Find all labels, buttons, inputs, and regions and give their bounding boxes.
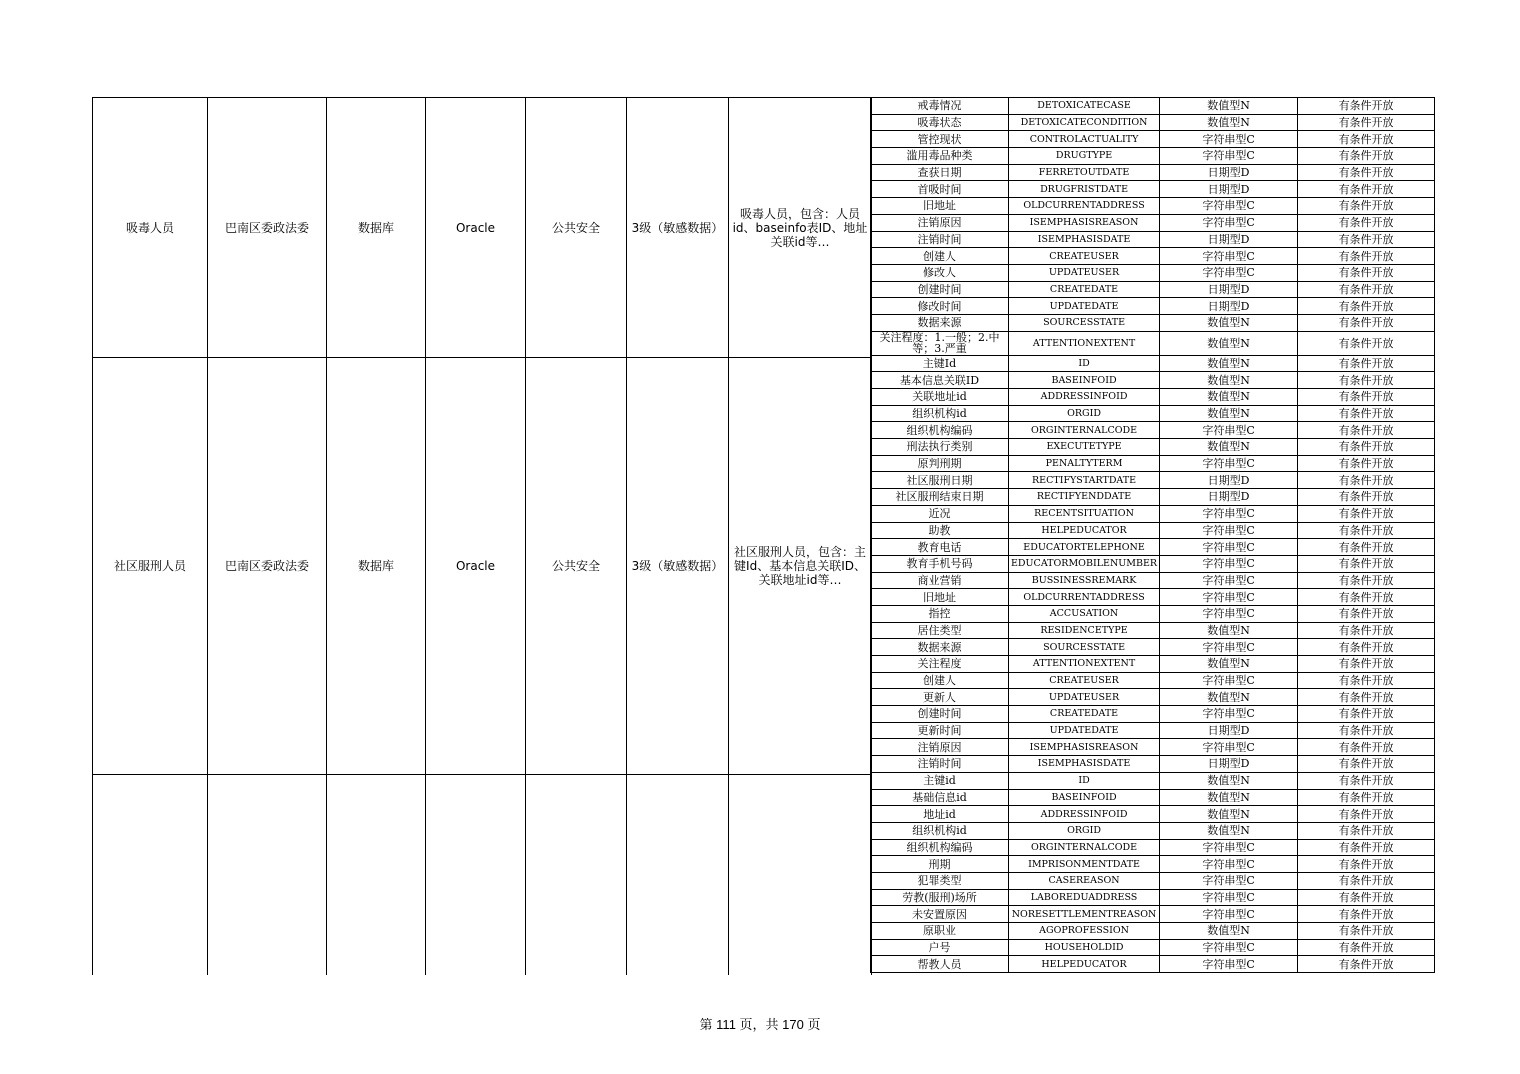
field-code: CREATEDATE bbox=[1009, 281, 1160, 298]
open-status: 有条件开放 bbox=[1298, 405, 1435, 422]
field-row bbox=[871, 505, 1435, 522]
field-code: RESIDENCETYPE bbox=[1009, 622, 1160, 639]
field-row bbox=[871, 314, 1435, 331]
field-name: 刑期 bbox=[871, 856, 1009, 873]
open-status: 有条件开放 bbox=[1298, 572, 1435, 589]
field-row bbox=[871, 939, 1435, 956]
field-type: 字符串型C bbox=[1160, 889, 1298, 906]
field-row bbox=[871, 439, 1435, 456]
open-status: 有条件开放 bbox=[1298, 889, 1435, 906]
security-level: 3级（敏感数据） bbox=[627, 358, 729, 775]
field-row bbox=[871, 739, 1435, 756]
open-status: 有条件开放 bbox=[1298, 522, 1435, 539]
field-row bbox=[871, 789, 1435, 806]
field-type: 字符串型C bbox=[1160, 939, 1298, 956]
field-code: ACCUSATION bbox=[1009, 605, 1160, 622]
field-type: 数值型N bbox=[1160, 656, 1298, 673]
field-code: HELPEDUCATOR bbox=[1009, 522, 1160, 539]
field-name: 指控 bbox=[871, 605, 1009, 622]
field-type: 字符串型C bbox=[1160, 539, 1298, 556]
open-status: 有条件开放 bbox=[1298, 739, 1435, 756]
open-status: 有条件开放 bbox=[1298, 722, 1435, 739]
security-level bbox=[627, 775, 729, 975]
field-type: 日期型D bbox=[1160, 298, 1298, 315]
field-type: 数值型N bbox=[1160, 689, 1298, 706]
open-status: 有条件开放 bbox=[1298, 489, 1435, 506]
field-type: 数值型N bbox=[1160, 923, 1298, 940]
field-type: 字符串型C bbox=[1160, 198, 1298, 215]
field-row bbox=[871, 856, 1435, 873]
field-name: 基础信息id bbox=[871, 789, 1009, 806]
field-code: BUSSINESSREMARK bbox=[1009, 572, 1160, 589]
field-row bbox=[871, 906, 1435, 923]
field-name: 注销时间 bbox=[871, 231, 1009, 248]
field-code: IMPRISONMENTDATE bbox=[1009, 856, 1160, 873]
open-status: 有条件开放 bbox=[1298, 331, 1435, 355]
field-name: 修改时间 bbox=[871, 298, 1009, 315]
field-type: 日期型D bbox=[1160, 281, 1298, 298]
description: 吸毒人员，包含：人员id、baseinfo表ID、地址关联id等… bbox=[729, 98, 872, 358]
field-type: 数值型N bbox=[1160, 439, 1298, 456]
open-status: 有条件开放 bbox=[1298, 164, 1435, 181]
field-row bbox=[871, 572, 1435, 589]
field-row bbox=[871, 806, 1435, 823]
field-type: 字符串型C bbox=[1160, 906, 1298, 923]
open-status: 有条件开放 bbox=[1298, 923, 1435, 940]
open-status: 有条件开放 bbox=[1298, 839, 1435, 856]
field-row bbox=[871, 672, 1435, 689]
field-type: 日期型D bbox=[1160, 181, 1298, 198]
field-type: 数值型N bbox=[1160, 772, 1298, 789]
field-name: 注销时间 bbox=[871, 756, 1009, 773]
field-name: 更新时间 bbox=[871, 722, 1009, 739]
field-type: 字符串型C bbox=[1160, 639, 1298, 656]
category: 公共安全 bbox=[526, 98, 627, 358]
field-row bbox=[871, 656, 1435, 673]
field-code: OLDCURRENTADDRESS bbox=[1009, 589, 1160, 606]
field-code: RECENTSITUATION bbox=[1009, 505, 1160, 522]
field-type: 字符串型C bbox=[1160, 672, 1298, 689]
field-name: 组织机构编码 bbox=[871, 422, 1009, 439]
open-status: 有条件开放 bbox=[1298, 756, 1435, 773]
field-row bbox=[871, 839, 1435, 856]
field-name: 主键Id bbox=[871, 355, 1009, 372]
open-status: 有条件开放 bbox=[1298, 772, 1435, 789]
field-type: 数值型N bbox=[1160, 98, 1298, 115]
field-name: 社区服刑结束日期 bbox=[871, 489, 1009, 506]
department: 巴南区委政法委 bbox=[208, 98, 327, 358]
open-status: 有条件开放 bbox=[1298, 422, 1435, 439]
field-code: EXECUTETYPE bbox=[1009, 439, 1160, 456]
field-row bbox=[871, 355, 1435, 372]
open-status: 有条件开放 bbox=[1298, 806, 1435, 823]
field-name: 未安置原因 bbox=[871, 906, 1009, 923]
open-status: 有条件开放 bbox=[1298, 248, 1435, 265]
field-code: ADDRESSINFOID bbox=[1009, 806, 1160, 823]
field-type: 字符串型C bbox=[1160, 572, 1298, 589]
field-name: 查获日期 bbox=[871, 164, 1009, 181]
open-status: 有条件开放 bbox=[1298, 264, 1435, 281]
field-row bbox=[871, 589, 1435, 606]
open-status: 有条件开放 bbox=[1298, 906, 1435, 923]
field-code: EDUCATORMOBILENUMBER bbox=[1009, 555, 1160, 572]
field-name: 原职业 bbox=[871, 923, 1009, 940]
field-type: 日期型D bbox=[1160, 489, 1298, 506]
resource-table bbox=[92, 97, 872, 975]
open-status: 有条件开放 bbox=[1298, 472, 1435, 489]
field-name: 主键id bbox=[871, 772, 1009, 789]
field-row bbox=[871, 872, 1435, 889]
open-status: 有条件开放 bbox=[1298, 505, 1435, 522]
field-code: UPDATEDATE bbox=[1009, 298, 1160, 315]
field-type: 数值型N bbox=[1160, 331, 1298, 355]
open-status: 有条件开放 bbox=[1298, 939, 1435, 956]
field-code: ISEMPHASISREASON bbox=[1009, 739, 1160, 756]
field-code: ATTENTIONEXTENT bbox=[1009, 331, 1160, 355]
open-status: 有条件开放 bbox=[1298, 98, 1435, 115]
field-name: 注销原因 bbox=[871, 214, 1009, 231]
field-code: FERRETOUTDATE bbox=[1009, 164, 1160, 181]
open-status: 有条件开放 bbox=[1298, 355, 1435, 372]
group-row-community-correction bbox=[93, 358, 872, 775]
field-code: CASEREASON bbox=[1009, 872, 1160, 889]
category: 公共安全 bbox=[526, 358, 627, 775]
field-row bbox=[871, 389, 1435, 406]
open-status: 有条件开放 bbox=[1298, 214, 1435, 231]
field-row bbox=[871, 405, 1435, 422]
field-name: 滥用毒品种类 bbox=[871, 148, 1009, 165]
resource-name bbox=[93, 775, 208, 975]
open-status: 有条件开放 bbox=[1298, 872, 1435, 889]
field-type: 数值型N bbox=[1160, 314, 1298, 331]
field-name: 旧地址 bbox=[871, 589, 1009, 606]
field-code: HELPEDUCATOR bbox=[1009, 956, 1160, 973]
field-name: 刑法执行类别 bbox=[871, 439, 1009, 456]
field-code: BASEINFOID bbox=[1009, 372, 1160, 389]
field-name: 基本信息关联ID bbox=[871, 372, 1009, 389]
field-row bbox=[871, 422, 1435, 439]
open-status: 有条件开放 bbox=[1298, 856, 1435, 873]
field-type: 数值型N bbox=[1160, 806, 1298, 823]
field-name: 地址id bbox=[871, 806, 1009, 823]
field-code: ATTENTIONEXTENT bbox=[1009, 656, 1160, 673]
field-name: 原判刑期 bbox=[871, 455, 1009, 472]
field-type: 字符串型C bbox=[1160, 422, 1298, 439]
field-type: 字符串型C bbox=[1160, 706, 1298, 723]
page-footer: 第 111 页，共 170 页 bbox=[699, 1017, 821, 1032]
field-name: 劳教(服刑)场所 bbox=[871, 889, 1009, 906]
open-status: 有条件开放 bbox=[1298, 298, 1435, 315]
open-status: 有条件开放 bbox=[1298, 455, 1435, 472]
field-type: 数值型N bbox=[1160, 114, 1298, 131]
field-code: CONTROLACTUALITY bbox=[1009, 131, 1160, 148]
database: Oracle bbox=[426, 358, 526, 775]
field-row bbox=[871, 722, 1435, 739]
field-row bbox=[871, 923, 1435, 940]
resource-type: 数据库 bbox=[327, 98, 426, 358]
field-name: 关注程度：1.一般；2.中等；3.严重 bbox=[871, 331, 1009, 355]
field-type: 日期型D bbox=[1160, 472, 1298, 489]
field-table bbox=[870, 97, 1435, 973]
field-type: 字符串型C bbox=[1160, 856, 1298, 873]
field-code: NORESETTLEMENTREASON bbox=[1009, 906, 1160, 923]
field-row bbox=[871, 822, 1435, 839]
department bbox=[208, 775, 327, 975]
field-code: HOUSEHOLDID bbox=[1009, 939, 1160, 956]
field-name: 更新人 bbox=[871, 689, 1009, 706]
field-type: 字符串型C bbox=[1160, 455, 1298, 472]
field-code: UPDATEUSER bbox=[1009, 264, 1160, 281]
open-status: 有条件开放 bbox=[1298, 131, 1435, 148]
field-code: ISEMPHASISDATE bbox=[1009, 756, 1160, 773]
open-status: 有条件开放 bbox=[1298, 689, 1435, 706]
field-name: 户号 bbox=[871, 939, 1009, 956]
field-row bbox=[871, 372, 1435, 389]
open-status: 有条件开放 bbox=[1298, 439, 1435, 456]
field-row bbox=[871, 331, 1435, 355]
field-type: 数值型N bbox=[1160, 389, 1298, 406]
field-name: 组织机构编码 bbox=[871, 839, 1009, 856]
field-row bbox=[871, 472, 1435, 489]
field-type: 字符串型C bbox=[1160, 131, 1298, 148]
field-name: 教育电话 bbox=[871, 539, 1009, 556]
resource-type: 数据库 bbox=[327, 358, 426, 775]
open-status: 有条件开放 bbox=[1298, 672, 1435, 689]
field-row bbox=[871, 114, 1435, 131]
field-row bbox=[871, 522, 1435, 539]
field-row bbox=[871, 889, 1435, 906]
field-type: 字符串型C bbox=[1160, 248, 1298, 265]
database bbox=[426, 775, 526, 975]
field-code: OLDCURRENTADDRESS bbox=[1009, 198, 1160, 215]
open-status: 有条件开放 bbox=[1298, 314, 1435, 331]
field-name: 管控现状 bbox=[871, 131, 1009, 148]
field-code: ORGID bbox=[1009, 405, 1160, 422]
field-code: ISEMPHASISDATE bbox=[1009, 231, 1160, 248]
field-type: 日期型D bbox=[1160, 756, 1298, 773]
field-type: 字符串型C bbox=[1160, 555, 1298, 572]
field-name: 数据来源 bbox=[871, 314, 1009, 331]
field-name: 关联地址id bbox=[871, 389, 1009, 406]
field-row bbox=[871, 281, 1435, 298]
field-row bbox=[871, 164, 1435, 181]
security-level: 3级（敏感数据） bbox=[627, 98, 729, 358]
field-type: 字符串型C bbox=[1160, 214, 1298, 231]
field-name: 近况 bbox=[871, 505, 1009, 522]
description bbox=[729, 775, 872, 975]
field-code: CREATEDATE bbox=[1009, 706, 1160, 723]
field-name: 社区服刑日期 bbox=[871, 472, 1009, 489]
field-type: 日期型D bbox=[1160, 722, 1298, 739]
open-status: 有条件开放 bbox=[1298, 539, 1435, 556]
field-name: 吸毒状态 bbox=[871, 114, 1009, 131]
description: 社区服刑人员，包含：主键Id、基本信息关联ID、关联地址id等… bbox=[729, 358, 872, 775]
field-row bbox=[871, 148, 1435, 165]
open-status: 有条件开放 bbox=[1298, 622, 1435, 639]
open-status: 有条件开放 bbox=[1298, 181, 1435, 198]
field-row bbox=[871, 706, 1435, 723]
field-row bbox=[871, 181, 1435, 198]
open-status: 有条件开放 bbox=[1298, 281, 1435, 298]
field-row bbox=[871, 248, 1435, 265]
field-name: 组织机构id bbox=[871, 405, 1009, 422]
field-name: 旧地址 bbox=[871, 198, 1009, 215]
open-status: 有条件开放 bbox=[1298, 114, 1435, 131]
field-code: ORGINTERNALCODE bbox=[1009, 839, 1160, 856]
field-type: 数值型N bbox=[1160, 822, 1298, 839]
field-name: 关注程度 bbox=[871, 656, 1009, 673]
field-code: DETOXICATECONDITION bbox=[1009, 114, 1160, 131]
field-code: CREATEUSER bbox=[1009, 672, 1160, 689]
field-type: 数值型N bbox=[1160, 372, 1298, 389]
field-name: 助教 bbox=[871, 522, 1009, 539]
field-code: DRUGFRISTDATE bbox=[1009, 181, 1160, 198]
open-status: 有条件开放 bbox=[1298, 822, 1435, 839]
field-name: 帮教人员 bbox=[871, 956, 1009, 973]
field-row bbox=[871, 555, 1435, 572]
field-type: 字符串型C bbox=[1160, 522, 1298, 539]
field-row bbox=[871, 214, 1435, 231]
field-row bbox=[871, 622, 1435, 639]
field-code: ISEMPHASISREASON bbox=[1009, 214, 1160, 231]
field-type: 日期型D bbox=[1160, 164, 1298, 181]
open-status: 有条件开放 bbox=[1298, 555, 1435, 572]
field-row bbox=[871, 231, 1435, 248]
field-type: 数值型N bbox=[1160, 622, 1298, 639]
field-type: 数值型N bbox=[1160, 789, 1298, 806]
field-code: ID bbox=[1009, 772, 1160, 789]
field-code: BASEINFOID bbox=[1009, 789, 1160, 806]
database: Oracle bbox=[426, 98, 526, 358]
field-code: ID bbox=[1009, 355, 1160, 372]
field-code: ORGID bbox=[1009, 822, 1160, 839]
field-type: 日期型D bbox=[1160, 231, 1298, 248]
field-type: 字符串型C bbox=[1160, 589, 1298, 606]
field-code: SOURCESSTATE bbox=[1009, 314, 1160, 331]
field-code: UPDATEDATE bbox=[1009, 722, 1160, 739]
field-code: DETOXICATECASE bbox=[1009, 98, 1160, 115]
open-status: 有条件开放 bbox=[1298, 231, 1435, 248]
field-type: 字符串型C bbox=[1160, 148, 1298, 165]
field-code: LABOREDUADDRESS bbox=[1009, 889, 1160, 906]
field-code: EDUCATORTELEPHONE bbox=[1009, 539, 1160, 556]
field-row bbox=[871, 756, 1435, 773]
group-row-drug bbox=[93, 98, 872, 358]
field-name: 组织机构id bbox=[871, 822, 1009, 839]
field-type: 字符串型C bbox=[1160, 956, 1298, 973]
field-code: RECTIFYENDDATE bbox=[1009, 489, 1160, 506]
field-type: 字符串型C bbox=[1160, 839, 1298, 856]
field-name: 创建人 bbox=[871, 672, 1009, 689]
field-row bbox=[871, 455, 1435, 472]
open-status: 有条件开放 bbox=[1298, 372, 1435, 389]
field-row bbox=[871, 689, 1435, 706]
open-status: 有条件开放 bbox=[1298, 956, 1435, 973]
field-code: ADDRESSINFOID bbox=[1009, 389, 1160, 406]
field-code: SOURCESSTATE bbox=[1009, 639, 1160, 656]
field-code: DRUGTYPE bbox=[1009, 148, 1160, 165]
open-status: 有条件开放 bbox=[1298, 605, 1435, 622]
field-code: UPDATEUSER bbox=[1009, 689, 1160, 706]
field-row bbox=[871, 489, 1435, 506]
open-status: 有条件开放 bbox=[1298, 589, 1435, 606]
field-row bbox=[871, 956, 1435, 973]
field-name: 创建时间 bbox=[871, 706, 1009, 723]
field-row bbox=[871, 605, 1435, 622]
resource-name: 吸毒人员 bbox=[93, 98, 208, 358]
field-row bbox=[871, 639, 1435, 656]
field-row bbox=[871, 264, 1435, 281]
open-status: 有条件开放 bbox=[1298, 789, 1435, 806]
field-name: 教育手机号码 bbox=[871, 555, 1009, 572]
field-name: 数据来源 bbox=[871, 639, 1009, 656]
resource-name: 社区服刑人员 bbox=[93, 358, 208, 775]
field-code: PENALTYTERM bbox=[1009, 455, 1160, 472]
field-type: 数值型N bbox=[1160, 405, 1298, 422]
field-name: 创建时间 bbox=[871, 281, 1009, 298]
open-status: 有条件开放 bbox=[1298, 639, 1435, 656]
category bbox=[526, 775, 627, 975]
field-type: 字符串型C bbox=[1160, 605, 1298, 622]
field-type: 字符串型C bbox=[1160, 264, 1298, 281]
field-code: CREATEUSER bbox=[1009, 248, 1160, 265]
field-row bbox=[871, 298, 1435, 315]
open-status: 有条件开放 bbox=[1298, 656, 1435, 673]
field-name: 犯罪类型 bbox=[871, 872, 1009, 889]
open-status: 有条件开放 bbox=[1298, 389, 1435, 406]
field-name: 创建人 bbox=[871, 248, 1009, 265]
resource-type bbox=[327, 775, 426, 975]
field-row bbox=[871, 772, 1435, 789]
field-code: ORGINTERNALCODE bbox=[1009, 422, 1160, 439]
field-type: 字符串型C bbox=[1160, 739, 1298, 756]
open-status: 有条件开放 bbox=[1298, 198, 1435, 215]
field-row bbox=[871, 131, 1435, 148]
field-name: 戒毒情况 bbox=[871, 98, 1009, 115]
field-name: 注销原因 bbox=[871, 739, 1009, 756]
field-name: 首吸时间 bbox=[871, 181, 1009, 198]
field-name: 商业营销 bbox=[871, 572, 1009, 589]
field-type: 字符串型C bbox=[1160, 505, 1298, 522]
open-status: 有条件开放 bbox=[1298, 148, 1435, 165]
open-status: 有条件开放 bbox=[1298, 706, 1435, 723]
field-code: RECTIFYSTARTDATE bbox=[1009, 472, 1160, 489]
group-row-continued bbox=[93, 775, 872, 975]
field-type: 数值型N bbox=[1160, 355, 1298, 372]
field-row bbox=[871, 98, 1435, 115]
field-name: 修改人 bbox=[871, 264, 1009, 281]
department: 巴南区委政法委 bbox=[208, 358, 327, 775]
field-code: AGOPROFESSION bbox=[1009, 923, 1160, 940]
field-row bbox=[871, 539, 1435, 556]
field-type: 字符串型C bbox=[1160, 872, 1298, 889]
field-name: 居住类型 bbox=[871, 622, 1009, 639]
field-row bbox=[871, 198, 1435, 215]
